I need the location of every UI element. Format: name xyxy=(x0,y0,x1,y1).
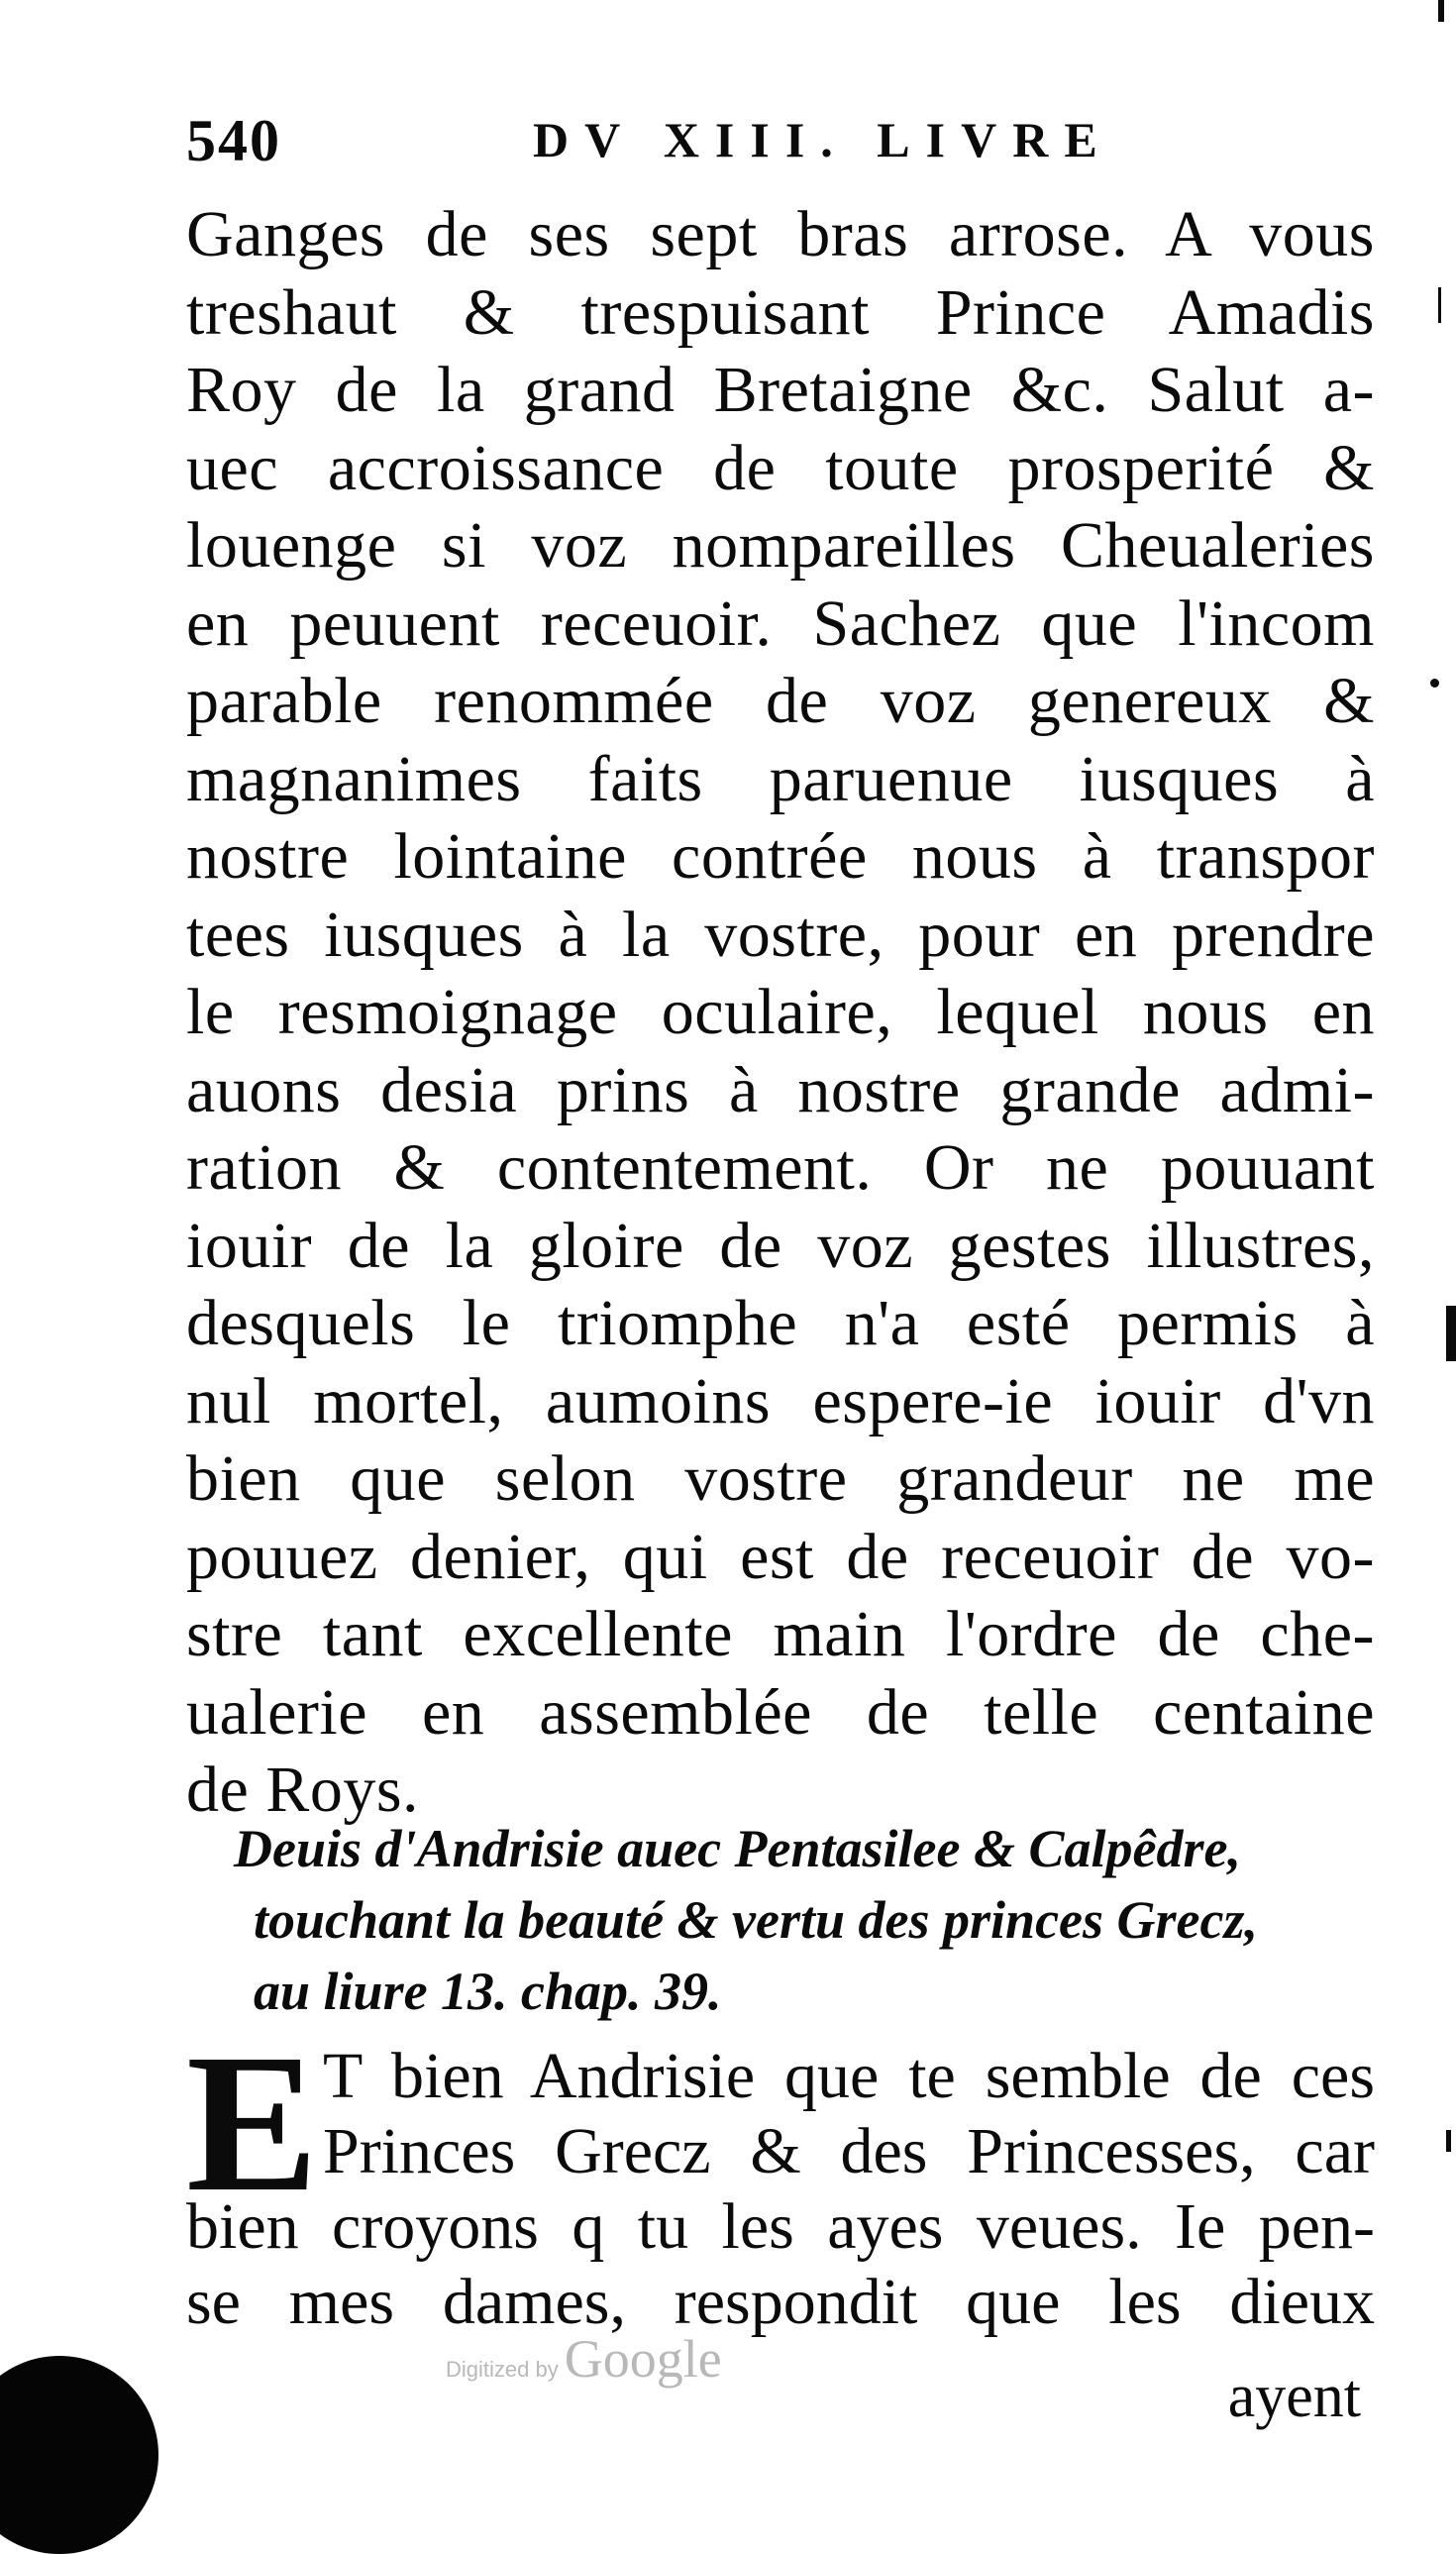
text-line: T bien Andrisie que te semble de ces xyxy=(323,2040,1375,2112)
chapter-heading xyxy=(234,1813,1377,2027)
margin-mark-lower xyxy=(1446,2130,1451,2152)
text-line: stre tant excellente main l'ordre de che- xyxy=(186,1598,1375,1670)
text-line: bien que selon vostre grandeur ne me xyxy=(186,1442,1375,1515)
text-line: bien croyons q tu les ayes veues. Ie pen- xyxy=(186,2190,1375,2263)
margin-dot xyxy=(1430,679,1439,688)
body-text xyxy=(186,196,1375,1830)
text-line: treshaut & trespuisant Prince Amadis xyxy=(186,275,1375,349)
text-line: desquels le triomphe n'a esté permis à xyxy=(186,1287,1375,1359)
text-line: de Roys. xyxy=(186,1754,419,1826)
text-line: nostre lointaine contrée nous à transpor xyxy=(186,820,1375,893)
text-line: Princes Grecz & des Princesses, car xyxy=(323,2115,1375,2187)
section-two xyxy=(186,2014,1375,2340)
digitized-watermark xyxy=(446,2328,722,2390)
margin-mark-middle xyxy=(1446,1306,1456,1361)
text-line: se mes dames, respondit que les dieux xyxy=(186,2266,1375,2338)
margin-mark-top xyxy=(1438,0,1444,22)
catchword: ayent xyxy=(1227,2363,1361,2430)
text-line: ration & contentement. Or ne pouuant xyxy=(186,1131,1375,1204)
text-line: magnanimes faits paruenue iusques à xyxy=(186,742,1375,815)
running-head xyxy=(186,107,1375,176)
heading-line: touchant la beauté & vertu des princes Grecz, xyxy=(254,1890,1258,1950)
corner-blot xyxy=(0,2356,158,2554)
text-line: le resmoignage oculaire, lequel nous en xyxy=(186,976,1375,1048)
text-line: uec accroissance de toute prosperité & xyxy=(186,431,1375,504)
text-line: tees iusques à la vostre, pour en prendre xyxy=(186,898,1375,971)
text-line: nul mortel, aumoins espere-ie iouir d'vn xyxy=(186,1364,1375,1437)
page-number: 540 xyxy=(186,108,281,173)
heading-line: Deuis d'Andrisie auec Pentasilee & Calpêdre, xyxy=(234,1819,1241,1878)
text-line: Roy de la grand Bretaigne &c. Salut a- xyxy=(186,354,1375,426)
text-line: auons desia prins à nostre grande admi- xyxy=(186,1053,1375,1126)
text-line: Ganges de ses sept bras arrose. A vous xyxy=(186,198,1375,270)
text-line: louenge si voz nompareilles Cheualeries xyxy=(186,509,1375,582)
watermark-prefix: Digitized by xyxy=(446,2357,559,2382)
heading-line: au liure 13. chap. 39. xyxy=(254,1962,722,2021)
text-line: iouir de la gloire de voz gestes illustres, xyxy=(186,1209,1375,1282)
text-line: parable renommée de voz genereux & xyxy=(186,665,1375,737)
margin-mark-upper xyxy=(1438,287,1441,323)
text-line: en peuuent receuoir. Sachez que l'incom xyxy=(186,586,1375,660)
text-line: ualerie en assemblée de telle centaine xyxy=(186,1675,1375,1749)
google-logo: Google xyxy=(564,2329,722,2389)
running-title: DV XIII. LIVRE xyxy=(533,112,1113,167)
drop-cap: E xyxy=(186,2014,319,2233)
text-line: pouuez denier, qui est de receuoir de vo- xyxy=(186,1520,1375,1593)
